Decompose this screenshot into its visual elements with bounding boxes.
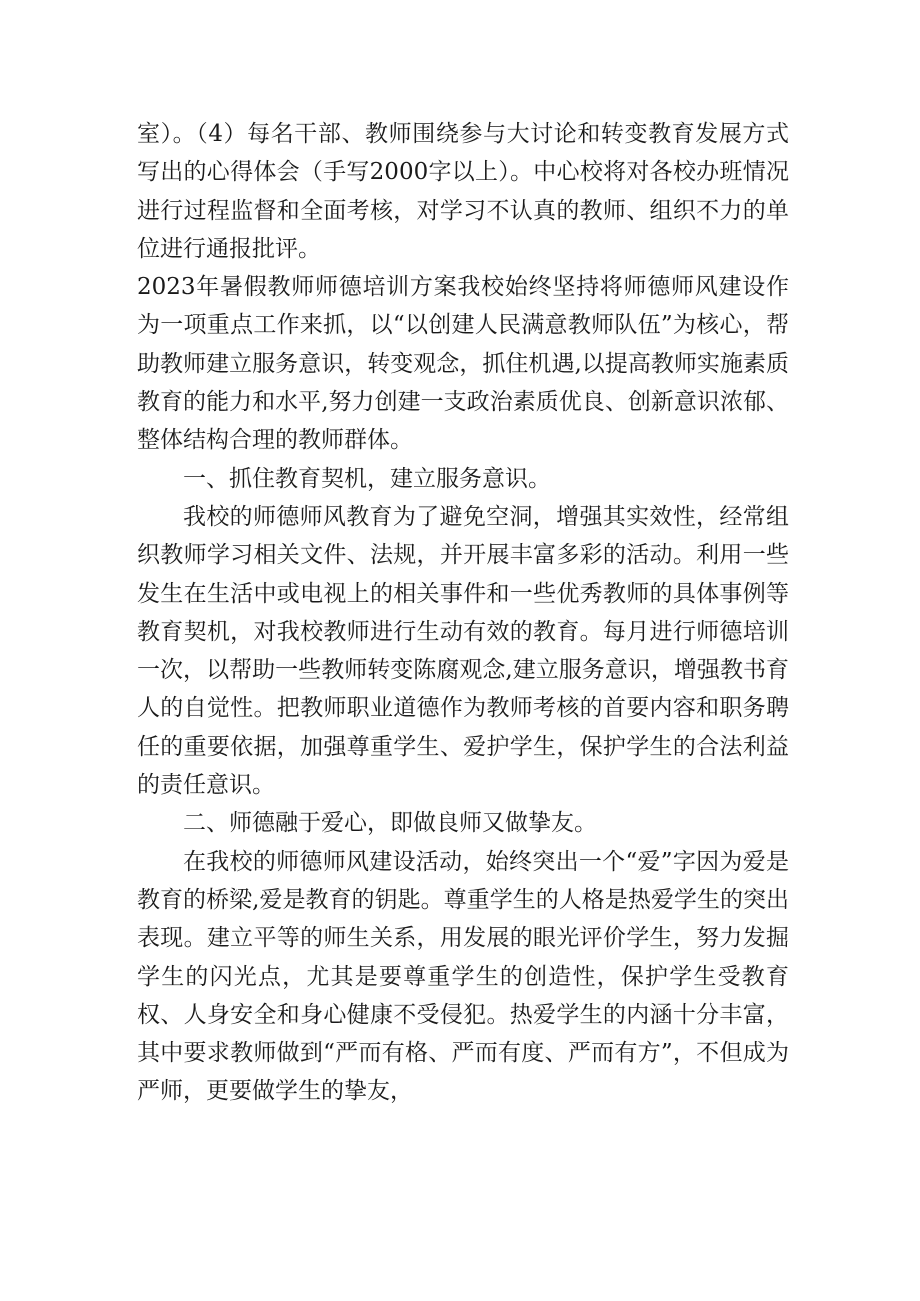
paragraph-section-1: 我校的师德师风教育为了避免空洞，增强其实效性，经常组织教师学习相关文件、法规，并开展丰富多彩的活动。利用一些发生在生活中或电视上的相关事件和一些优秀教师的具体事例等教育契机，对我校教师进行生动有效的教育。每月进行师德培训一次，以帮助一些教师转变陈腐观念,建立服务意识，增强教书育人的自觉性。把教师职业道德作为教师考核的首要内容和职务聘任的重要依据，加强尊重学生、爱护学生，保护学生的合法利益的责任意识。 (137, 503, 789, 799)
document-body (137, 115, 789, 1111)
section-heading-2: 二、师德融于爱心，即做良师又做挚友。 (183, 810, 597, 837)
section-heading-1: 一、抓住教育契机，建立服务意识。 (183, 465, 551, 492)
paragraph-plan-intro: 2023年暑假教师师德培训方案我校始终坚持将师德师风建设作为一项重点工作来抓，以“以创建人民满意教师队伍”为核心，帮助教师建立服务意识，转变观念，抓住机遇,以提高教师实施素质教育的能力和水平,努力创建一支政治素质优良、创新意识浓郁、整体结构合理的教师群体。 (137, 274, 789, 454)
paragraph-section-2: 在我校的师德师风建设活动，始终突出一个“爱”字因为爱是教育的桥梁,爱是教育的钥匙。尊重学生的人格是热爱学生的突出表现。建立平等的师生关系，用发展的眼光评价学生，努力发掘学生的闪光点，尤其是要尊重学生的创造性，保护学生受教育权、人身安全和身心健康不受侵犯。热爱学生的内涵十分丰富，其中要求教师做到“严而有格、严而有度、严而有方”，不但成为严师，更要做学生的挚友， (137, 848, 789, 1105)
paragraph-continuation: 室）。（4）每名干部、教师围绕参与大讨论和转变教育发展方式写出的心得体会（手写2000字以上）。中心校将对各校办班情况进行过程监督和全面考核，对学习不认真的教师、组织不力的单位进行通报批评。 (137, 121, 789, 262)
